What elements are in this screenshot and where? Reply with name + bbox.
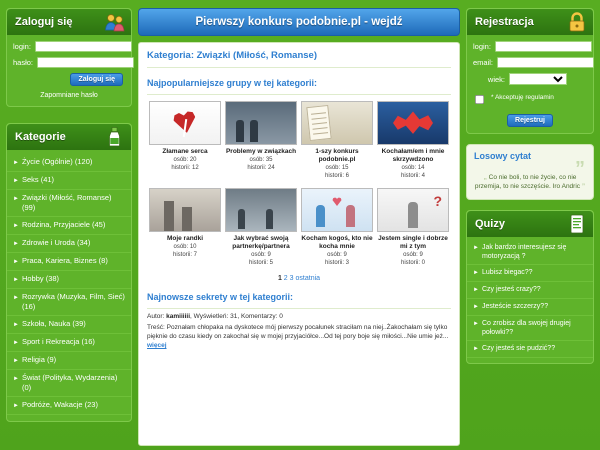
groups-grid — [147, 99, 451, 273]
login-field-row — [13, 41, 125, 52]
chevron-right-icon: ► — [473, 245, 479, 251]
starburst-icon — [393, 110, 433, 136]
category-label: Szkoła, Nauka (39) — [21, 319, 86, 328]
category-item[interactable] — [7, 172, 131, 190]
chevron-right-icon: ► — [13, 403, 19, 409]
terms-row — [473, 90, 587, 108]
chevron-right-icon: ► — [13, 196, 19, 202]
chevron-right-icon: ► — [473, 270, 479, 276]
quiz-label: Czy jesteś sie pudzić?? — [481, 345, 556, 352]
quiz-label: Lubisz biegac?? — [481, 269, 533, 276]
group-stories: historii: 4 — [400, 173, 425, 179]
person-silhouette — [346, 205, 355, 227]
secret-body-text: Poznałam chłopaka na dyskotece mój pierwszy pocałunek straciłam na niej..Żakochałam się tylko pięknie do czasu kiedy on zakochał się w mojej przyjaciółce...Od tej pory boje się miłości...Nie umie jeż... — [147, 324, 449, 340]
group-stories: historii: 7 — [172, 252, 197, 258]
paper-icon — [306, 105, 331, 141]
chevron-right-icon: ► — [473, 304, 479, 310]
category-label: Życie (Ogólnie) (120) — [21, 157, 93, 166]
register-form — [467, 35, 593, 133]
group-item[interactable] — [147, 99, 223, 186]
secret-views: 31 — [230, 313, 238, 320]
chevron-right-icon: ► — [13, 295, 19, 301]
quiz-label: Jesteście szczerzy?? — [481, 303, 549, 310]
quiz-panel-header — [467, 211, 593, 237]
group-item[interactable] — [147, 186, 223, 273]
group-stories: historii: 3 — [324, 260, 349, 266]
category-item[interactable] — [7, 370, 131, 397]
group-stories: historii: 12 — [171, 165, 199, 171]
register-panel-title: Rejestracja — [475, 16, 534, 28]
category-label: Świat (Polityka, Wydarzenia) (0) — [21, 373, 118, 392]
group-name: Kocham kogoś, kto nie kocha mnie — [301, 235, 373, 250]
category-label: Seks (41) — [21, 175, 55, 184]
group-members: osób: 10 — [173, 244, 197, 250]
secret-views-label: Wyświetleń: — [193, 313, 229, 320]
group-item[interactable] — [375, 186, 451, 273]
group-thumbnail-broken-heart[interactable] — [149, 101, 221, 145]
register-login-row — [473, 41, 587, 52]
password-field-row — [13, 57, 125, 68]
quote-open-mark: „ — [483, 174, 487, 181]
login-field-label: login: — [13, 42, 31, 51]
quiz-label: Jak bardzo interesujesz się motoryzacją ? — [481, 244, 567, 260]
secret-body-label: Treść: — [147, 324, 165, 331]
lock-icon — [566, 11, 588, 33]
group-item[interactable] — [299, 186, 375, 273]
content-card — [138, 42, 460, 446]
register-login-input[interactable] — [495, 41, 592, 52]
secret-comments: 0 — [279, 313, 283, 320]
category-item[interactable] — [7, 334, 131, 352]
register-submit-row — [473, 108, 587, 127]
document-icon — [566, 213, 588, 235]
group-name: Jak wybrać swoją partnerkę/partnera — [232, 235, 290, 250]
category-label: Rozrywka (Muzyka, Film, Sieć) (16) — [21, 292, 125, 311]
left-sidebar — [6, 8, 132, 422]
person-silhouette — [236, 120, 244, 142]
right-sidebar — [466, 8, 594, 364]
person-silhouette — [238, 209, 245, 229]
pagination-last[interactable]: ostatnia — [295, 275, 321, 282]
promo-banner[interactable]: Pierwszy konkurs podobnie.pl - wejdź — [138, 8, 460, 36]
terms-checkbox[interactable] — [475, 95, 484, 104]
category-label: Rodzina, Przyjaciele (45) — [21, 220, 106, 229]
chevron-right-icon: ► — [13, 259, 19, 265]
forgot-password-link[interactable]: Zapomniane hasło — [40, 92, 98, 99]
group-item[interactable] — [375, 99, 451, 186]
group-stories: historii: 24 — [247, 165, 275, 171]
login-panel — [6, 8, 132, 107]
quote-panel — [466, 144, 594, 200]
category-item[interactable] — [7, 352, 131, 370]
category-label: Sport i Rekreacja (16) — [21, 337, 95, 346]
secret-meta: Autor: kamiiiiii, Wyświetleń: 31, Komentarzy: 0 — [147, 313, 283, 320]
quote-mark-icon: ” — [575, 158, 585, 180]
categories-panel-title: Kategorie — [15, 131, 66, 143]
register-age-label: wiek: — [487, 74, 505, 84]
register-login-label: login: — [473, 42, 491, 51]
register-email-label: email: — [473, 58, 494, 67]
quote-text — [474, 158, 586, 191]
secret-body — [147, 323, 451, 350]
divider — [147, 308, 451, 309]
chevron-right-icon: ► — [473, 346, 479, 352]
group-item[interactable] — [299, 99, 375, 186]
chevron-right-icon: ► — [473, 287, 479, 293]
group-stories: historii: 6 — [324, 173, 349, 179]
quote-close-mark: ” — [581, 183, 586, 190]
group-name: Problemy w związkach — [225, 148, 297, 155]
category-item[interactable] — [7, 217, 131, 235]
quiz-item[interactable] — [467, 240, 593, 265]
category-item[interactable] — [7, 235, 131, 253]
category-item[interactable] — [7, 253, 131, 271]
quiz-panel-title: Quizy — [475, 218, 505, 230]
chevron-right-icon: ► — [13, 340, 19, 346]
main-content — [138, 8, 460, 446]
secret-author-label: Autor: — [147, 313, 165, 320]
group-thumbnail-unrequited[interactable] — [301, 188, 373, 232]
group-members: osób: 35 — [249, 157, 273, 163]
category-item[interactable] — [7, 271, 131, 289]
statue-icon — [164, 201, 174, 231]
chevron-right-icon: ► — [13, 178, 19, 184]
group-members: osób: 14 — [401, 165, 425, 171]
groups-heading: Najpopularniejsze grupy w tej kategorii: — [147, 78, 318, 88]
register-email-input[interactable] — [497, 57, 594, 68]
quiz-item[interactable] — [467, 316, 593, 341]
divider — [147, 67, 451, 68]
category-label: Związki (Miłość, Romanse) (99) — [21, 193, 112, 212]
category-item[interactable] — [7, 190, 131, 217]
password-field-label: hasło: — [13, 58, 34, 67]
group-thumbnail-letters[interactable] — [301, 101, 373, 145]
login-panel-title: Zaloguj się — [15, 16, 73, 28]
quiz-panel — [466, 210, 594, 364]
category-item[interactable] — [7, 154, 131, 172]
quiz-item[interactable] — [467, 265, 593, 282]
group-members: osób: 9 — [251, 252, 271, 258]
secret-comments-label: Komentarzy: — [240, 313, 278, 320]
people-icon — [104, 11, 126, 33]
categories-panel — [6, 123, 132, 422]
category-label: Zdrowie i Uroda (34) — [21, 238, 91, 247]
divider — [147, 94, 451, 95]
group-stories: historii: 5 — [248, 260, 273, 266]
login-input[interactable] — [35, 41, 132, 52]
category-label: Hobby (38) — [21, 274, 60, 283]
person-silhouette — [266, 209, 273, 229]
register-age-row — [473, 73, 587, 85]
pagination-page-3[interactable]: 3 — [289, 275, 294, 282]
pagination — [147, 273, 451, 286]
chevron-right-icon: ► — [13, 277, 19, 283]
group-thumbnail-couple[interactable] — [225, 101, 297, 145]
quote-title: Losowy cytat — [474, 151, 532, 161]
login-form — [7, 35, 131, 106]
chevron-right-icon: ► — [13, 223, 19, 229]
secret-author[interactable]: kamiiiiii — [166, 313, 191, 320]
person-silhouette — [408, 202, 418, 228]
group-thumbnail-burst[interactable] — [377, 101, 449, 145]
categories-list — [7, 150, 131, 421]
group-members: osób: 15 — [325, 165, 349, 171]
group-name: 1-szy konkurs podobnie.pl — [315, 148, 359, 163]
password-input[interactable] — [37, 57, 134, 68]
group-members: osób: 9 — [327, 252, 347, 258]
group-thumbnail-single[interactable] — [377, 188, 449, 232]
group-item[interactable] — [223, 186, 299, 273]
pagination-current: 1 — [277, 275, 282, 282]
heart-icon — [333, 197, 342, 206]
question-mark-icon: ? — [433, 193, 442, 209]
category-label: Podróże, Wakacje (23) — [21, 400, 98, 409]
quiz-label: Czy jesteś crazy?? — [481, 286, 541, 293]
register-email-row — [473, 57, 587, 68]
chevron-right-icon: ► — [13, 160, 19, 166]
login-panel-header — [7, 9, 131, 35]
chevron-right-icon: ► — [13, 376, 19, 382]
secret-more-link[interactable]: więcej — [147, 342, 167, 349]
bottle-icon — [104, 126, 126, 148]
login-submit-button[interactable]: Zaloguj się — [70, 73, 123, 86]
quote-body: Co nie boli, to nie życie, co nie przemija, to nie szczęście. Iro Andric — [474, 174, 581, 190]
register-submit-button[interactable]: Rejestruj — [507, 114, 553, 127]
pagination-page-2[interactable]: 2 — [283, 275, 288, 282]
terms-label[interactable]: * Akceptuję regulamin — [491, 94, 554, 101]
category-item[interactable] — [7, 397, 131, 415]
group-item[interactable] — [223, 99, 299, 186]
category-label: Religia (9) — [21, 355, 57, 364]
quiz-list — [467, 237, 593, 363]
group-name: Kochałam/em i mnie skrzywdzono — [381, 148, 445, 163]
statue-icon — [182, 207, 192, 231]
quiz-item[interactable] — [467, 341, 593, 358]
category-item[interactable] — [7, 316, 131, 334]
group-name: Złamane serca — [162, 148, 208, 155]
chevron-right-icon: ► — [13, 241, 19, 247]
chevron-right-icon: ► — [13, 358, 19, 364]
group-thumbnail-statue[interactable] — [149, 188, 221, 232]
group-members: osób: 9 — [403, 252, 423, 258]
group-name: Jestem single i dobrze mi z tym — [378, 235, 448, 250]
group-members: osób: 20 — [173, 157, 197, 163]
category-label: Praca, Kariera, Biznes (8) — [21, 256, 108, 265]
chevron-right-icon: ► — [13, 322, 19, 328]
register-age-select[interactable] — [509, 73, 567, 85]
person-silhouette — [316, 205, 325, 227]
secrets-heading: Najnowsze sekrety w tej kategorii: — [147, 292, 294, 302]
chevron-right-icon: ► — [473, 321, 479, 327]
group-thumbnail-two-people[interactable] — [225, 188, 297, 232]
group-stories: historii: 0 — [400, 260, 425, 266]
categories-panel-header — [7, 124, 131, 150]
register-panel — [466, 8, 594, 134]
category-item[interactable] — [7, 289, 131, 316]
page-title: Kategoria: Związki (Miłość, Romanse) — [147, 50, 317, 61]
group-name: Moje randki — [166, 235, 204, 242]
login-submit-row — [13, 73, 125, 86]
quiz-item[interactable] — [467, 282, 593, 299]
quiz-label: Co zrobisz dla swojej drugiej połowki?? — [481, 320, 571, 336]
quiz-item[interactable] — [467, 299, 593, 316]
register-panel-header — [467, 9, 593, 35]
person-silhouette — [250, 120, 258, 142]
